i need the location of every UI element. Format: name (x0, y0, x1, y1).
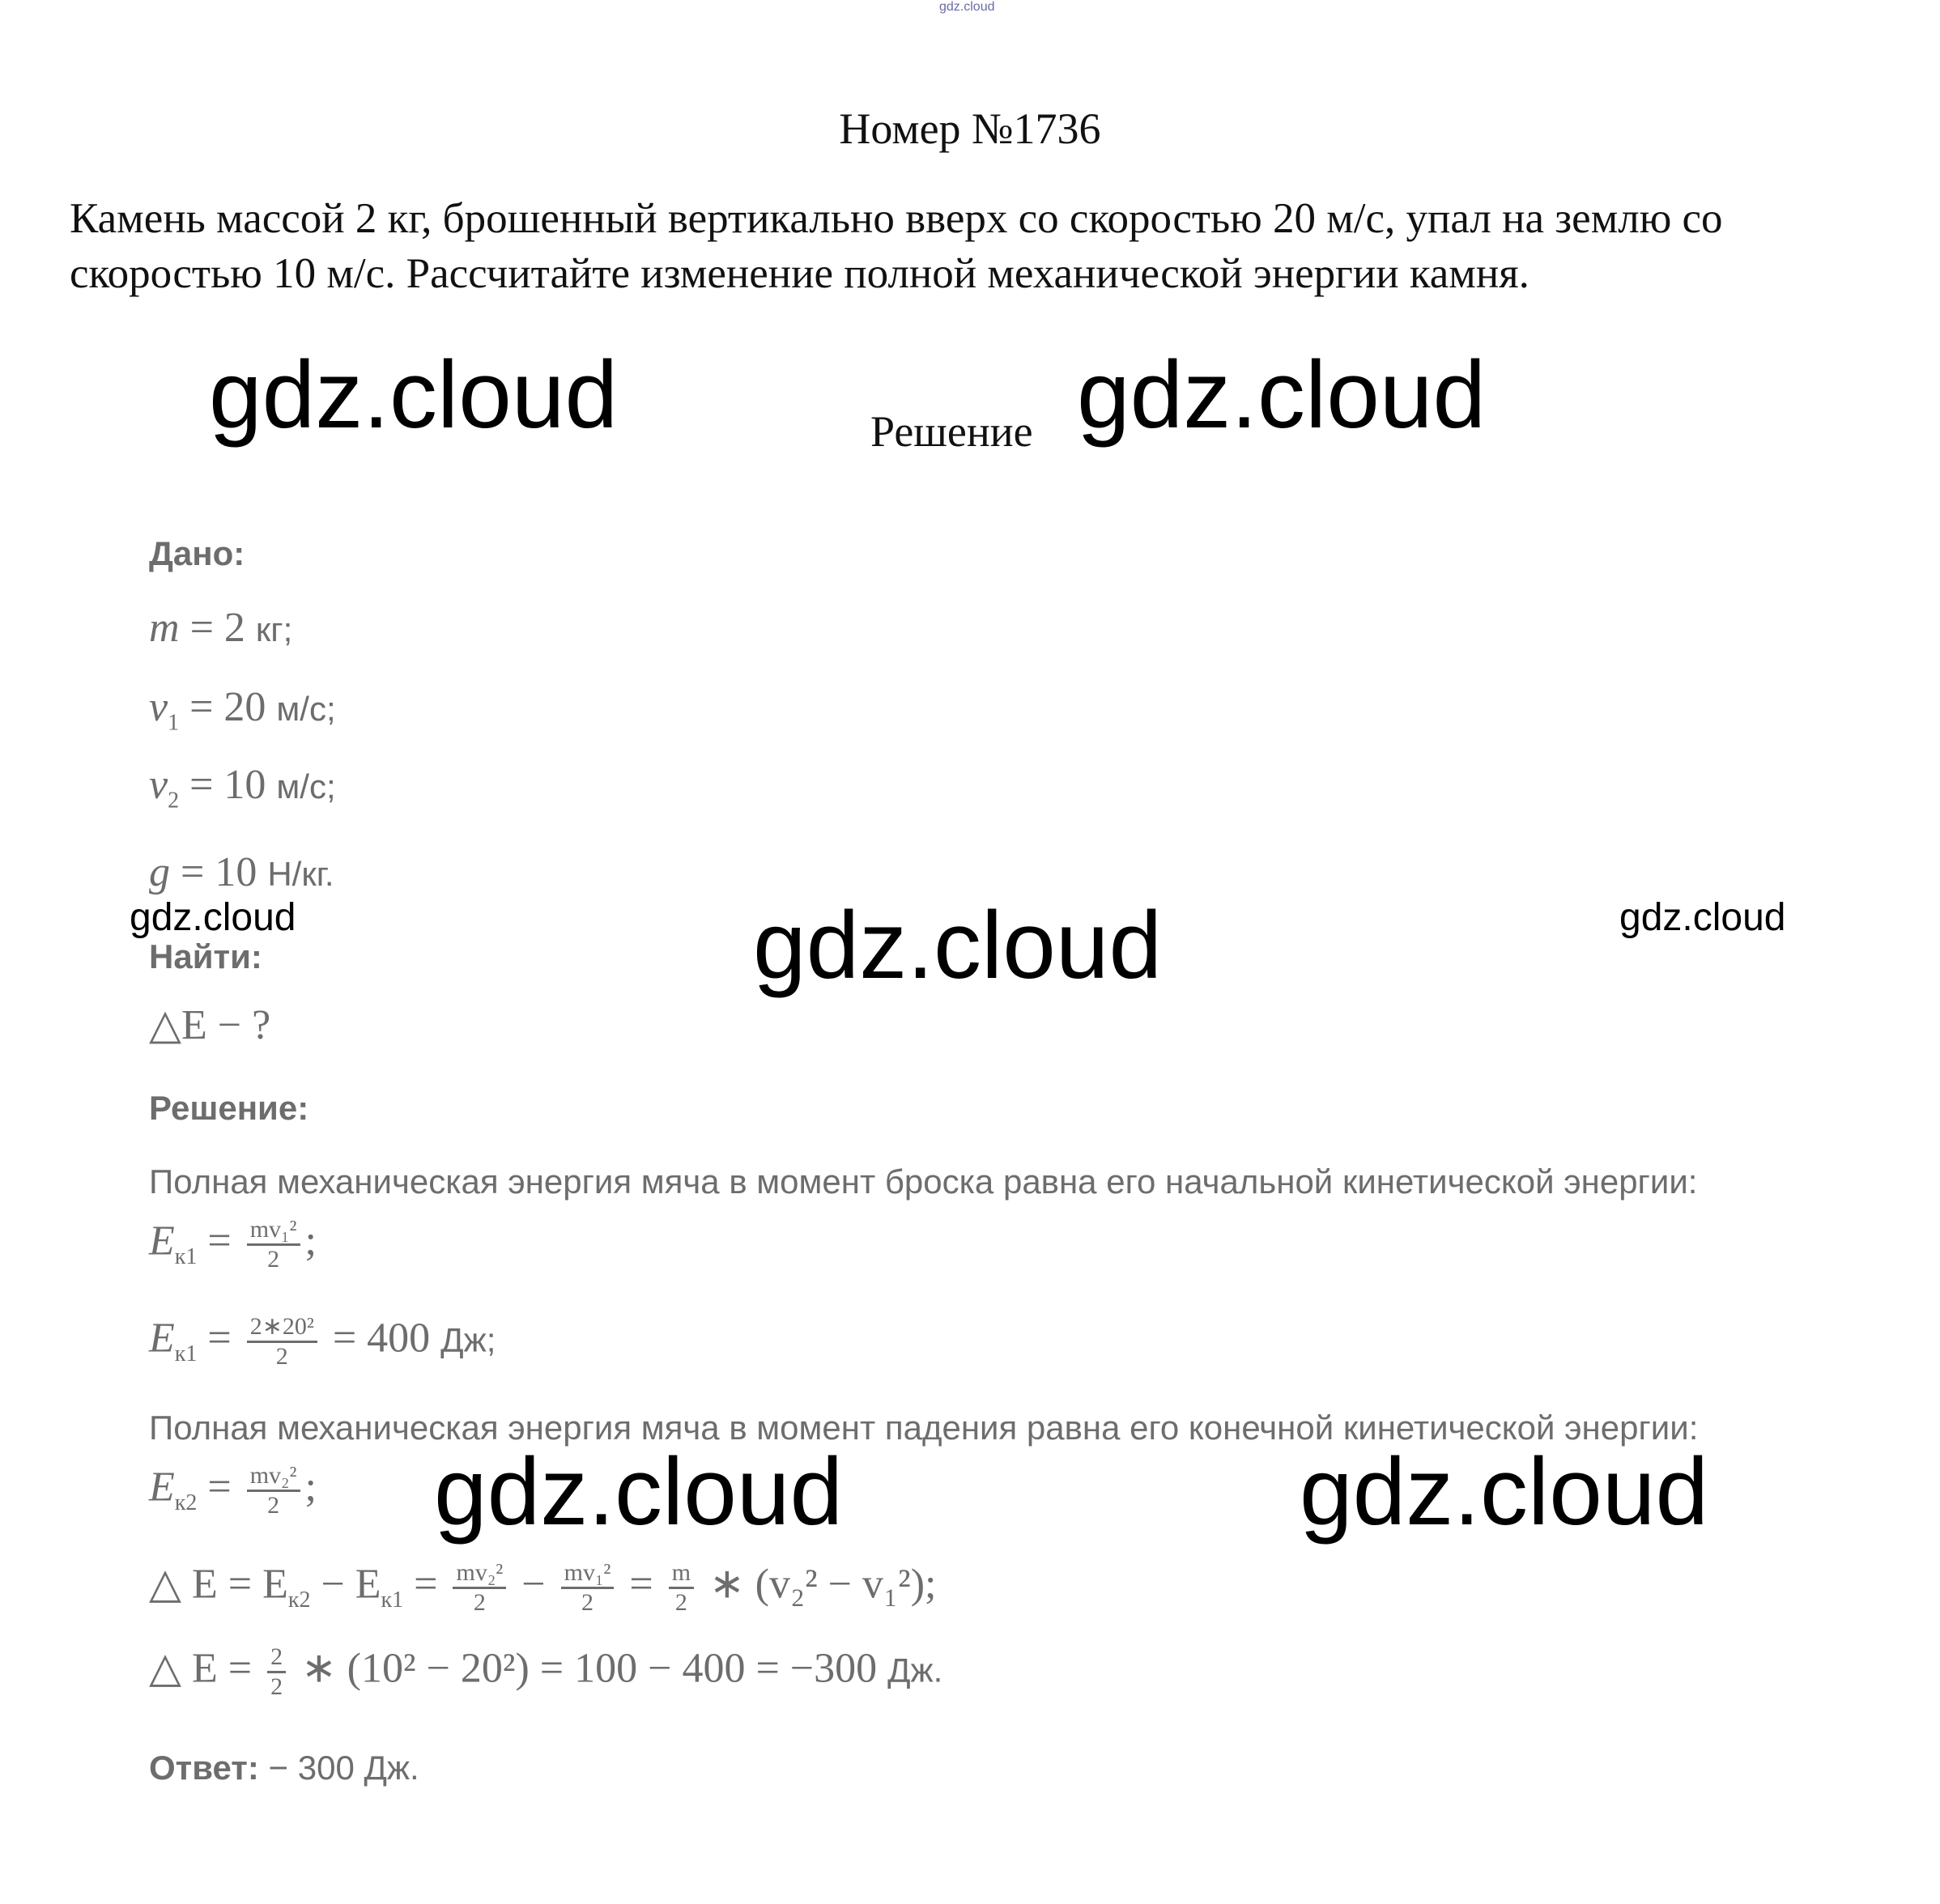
given-v1: $v_1 = 20$ м/с; (149, 684, 336, 736)
given-label: Дано: (149, 534, 245, 572)
watermark-logo: gdz.cloud (1619, 896, 1786, 939)
find-value: △E − ? (149, 1002, 271, 1048)
site-small-label: gdz.cloud (939, 0, 995, 14)
answer-label: Ответ: (149, 1749, 259, 1787)
given-mass: m = 2 кг; (149, 605, 293, 651)
solution-heading: Решение (870, 407, 1033, 456)
solution-sentence-2: Полная механическая энергия мяча в момент падения равна его конечной кинетической энергии: (149, 1409, 1699, 1447)
equation-delta-e-formula: △ $E = E_{к2} - E_{к1}$ = $\frac{\text{mv₂²}}{2}$ − $\frac{\text{mv₁²}}{2}$ = $\frac{m}{2}$ ∗ (v₂² − v₁²); (149, 1559, 937, 1616)
equation-ek2-formula: $E_{к2}$ = $\frac{\text{mv₂²}}{2}$ ; (149, 1462, 317, 1519)
given-g: g = 10 Н/кг. (149, 849, 334, 895)
watermark-logo: gdz.cloud (434, 1439, 844, 1545)
solution-sentence-1: Полная механическая энергия мяча в момент броска равна его начальной кинетической энергии: (149, 1162, 1698, 1201)
watermark-logo: gdz.cloud (753, 892, 1163, 999)
problem-text: Камень массой 2 кг, брошенный вертикально вверх со скоростью 20 м/с, упал на землю со скоростью 10 м/с. Рассчитайте изменение полной механической энергии камня. (70, 195, 1723, 297)
page-title: Номер №1736 (839, 104, 1101, 153)
equation-ek1-formula: $E_{к1}$ = $\frac{\text{mv₁²}}{2}$ ; (149, 1216, 317, 1273)
watermark-logo: gdz.cloud (209, 342, 619, 448)
watermark-logo: gdz.cloud (130, 896, 296, 939)
answer-value: − 300 Дж. (258, 1749, 419, 1787)
equation-ek1-value: $E_{к1}$ = $\frac{\text{2∗20²}}{2}$ = 400 Дж; (149, 1313, 496, 1370)
watermark-logo: gdz.cloud (1300, 1439, 1709, 1545)
equation-delta-e-value: △ E = $\frac{2}{2}$ ∗ (10² − 20²) = 100 − 400 = −300 Дж. (149, 1643, 943, 1700)
solution-label: Решение: (149, 1089, 309, 1127)
answer-line (149, 1749, 419, 1787)
watermark-logo: gdz.cloud (1077, 342, 1487, 448)
find-label: Найти: (149, 937, 262, 975)
given-v2: $v_2 = 10$ м/с; (149, 762, 336, 814)
